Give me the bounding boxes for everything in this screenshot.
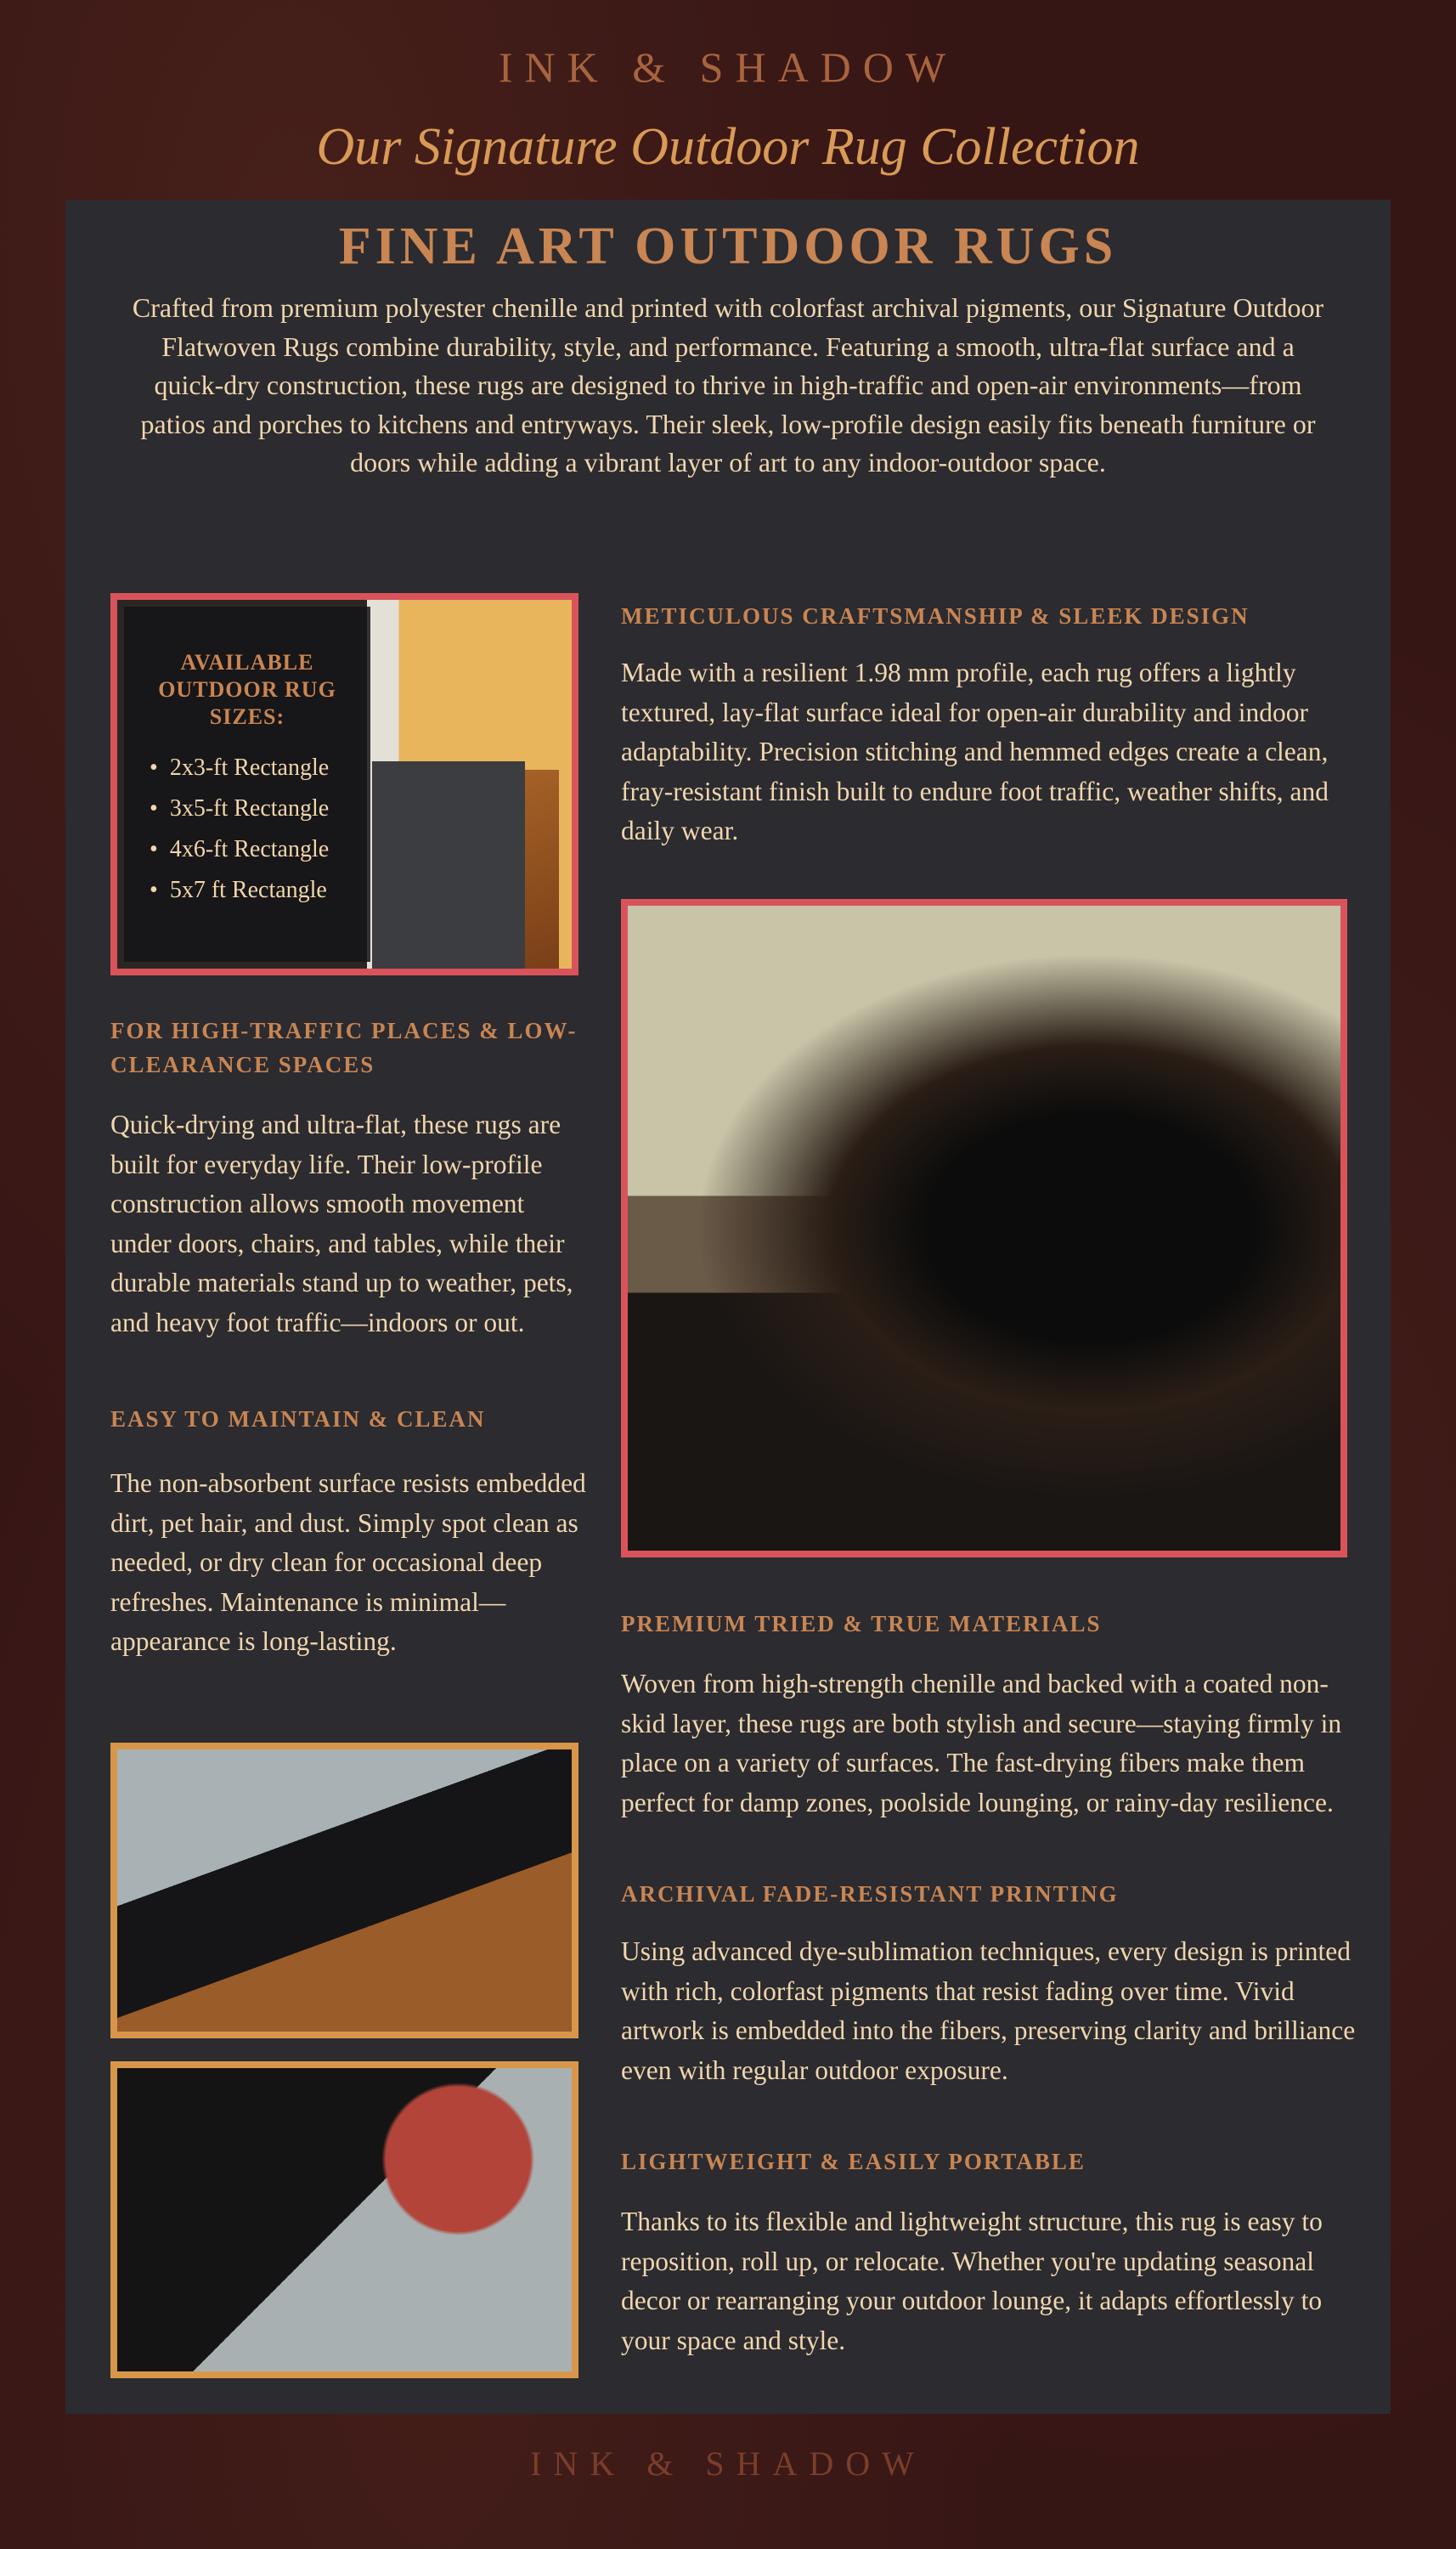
rug-corner-image <box>110 2061 578 2378</box>
rug-sizes-image <box>110 593 578 975</box>
page-title: FINE ART OUTDOOR RUGS <box>338 218 1118 275</box>
rug-edge-image <box>110 1743 578 2038</box>
section-text: Made with a resilient 1.98 mm profile, each rug offers a lightly textured, lay-flat surface ideal for open-air durability and indoor adaptability. Precision stitching and hemmed edges create a clean, fray-resistant finish built to endure foot traffic, weather shifts, and daily wear. <box>621 658 1329 845</box>
size-item: • 2x3-ft Rectangle <box>150 748 370 788</box>
intro-paragraph: Crafted from premium polyester chenille and printed with colorfast archival pigments, our Signature Outdoor Flatwoven Rugs combine durability, style, and performance. Featuring a smooth, ultra-flat surface and a quick-dry construction, these rugs are designed to thrive in high-traffic and open-air environments—from patios and porches to kitchens and entryways. Their sleek, low-profile design easily fits beneath furniture or doors while adding a vibrant layer of art to any indoor-outdoor space. <box>132 292 1324 478</box>
section-text: Woven from high-strength chenille and backed with a coated non-skid layer, these rugs are both stylish and secure—staying firmly in place on a variety of surfaces. The fast-drying fibers make them perfect for damp zones, poolside lounging, or rainy-day resilience. <box>621 1669 1342 1817</box>
section-text: Quick-drying and ultra-flat, these rugs are built for everyday life. Their low-profile construction allows smooth movement under doors, chairs, and tables, while their durable materials stand up to weather, pets, and heavy foot traffic—indoors or out. <box>110 1110 573 1337</box>
rolled-rug-image <box>621 899 1347 1557</box>
section-heading: EASY TO MAINTAIN & CLEAN <box>110 1406 486 1432</box>
gray-rug <box>372 761 525 969</box>
section-heading: ARCHIVAL FADE-RESISTANT PRINTING <box>621 1881 1119 1907</box>
size-item: • 4x6-ft Rectangle <box>150 829 370 870</box>
size-item: • 3x5-ft Rectangle <box>150 788 370 829</box>
brand-logo: INK & SHADOW <box>498 43 958 91</box>
footer-brand: INK & SHADOW <box>530 2444 926 2483</box>
size-item: • 5x7 ft Rectangle <box>150 870 370 911</box>
section-text: The non-absorbent surface resists embedded dirt, pet hair, and dust. Simply spot clean as needed, or dry clean for occasional deep refreshes. Maintenance is minimal—appearance is long-lasting. <box>110 1468 586 1656</box>
collection-subtitle: Our Signature Outdoor Rug Collection <box>316 118 1140 176</box>
sizes-list <box>124 748 370 911</box>
section-heading: PREMIUM TRIED & TRUE MATERIALS <box>621 1611 1102 1636</box>
section-text: Thanks to its flexible and lightweight structure, this rug is easy to reposition, roll up, or relocate. Whether you're updating seasonal decor or rearranging your outdoor lounge, it adapts effortlessly to your space and style. <box>621 2207 1323 2355</box>
section-text: Using advanced dye-sublimation techniques, every design is printed with rich, colorfast pigments that resist fading over time. Vivid artwork is embedded into the fibers, preserving clarity and brilliance even with regular outdoor exposure. <box>621 1936 1356 2085</box>
sizes-title: AVAILABLE OUTDOOR RUG SIZES: <box>158 650 336 729</box>
section-heading: LIGHTWEIGHT & EASILY PORTABLE <box>621 2149 1086 2174</box>
section-heading: FOR HIGH-TRAFFIC PLACES & LOW-CLEARANCE SPACES <box>110 1018 578 1077</box>
section-heading: METICULOUS CRAFTSMANSHIP & SLEEK DESIGN <box>621 603 1250 629</box>
sizes-list-box <box>124 607 370 962</box>
